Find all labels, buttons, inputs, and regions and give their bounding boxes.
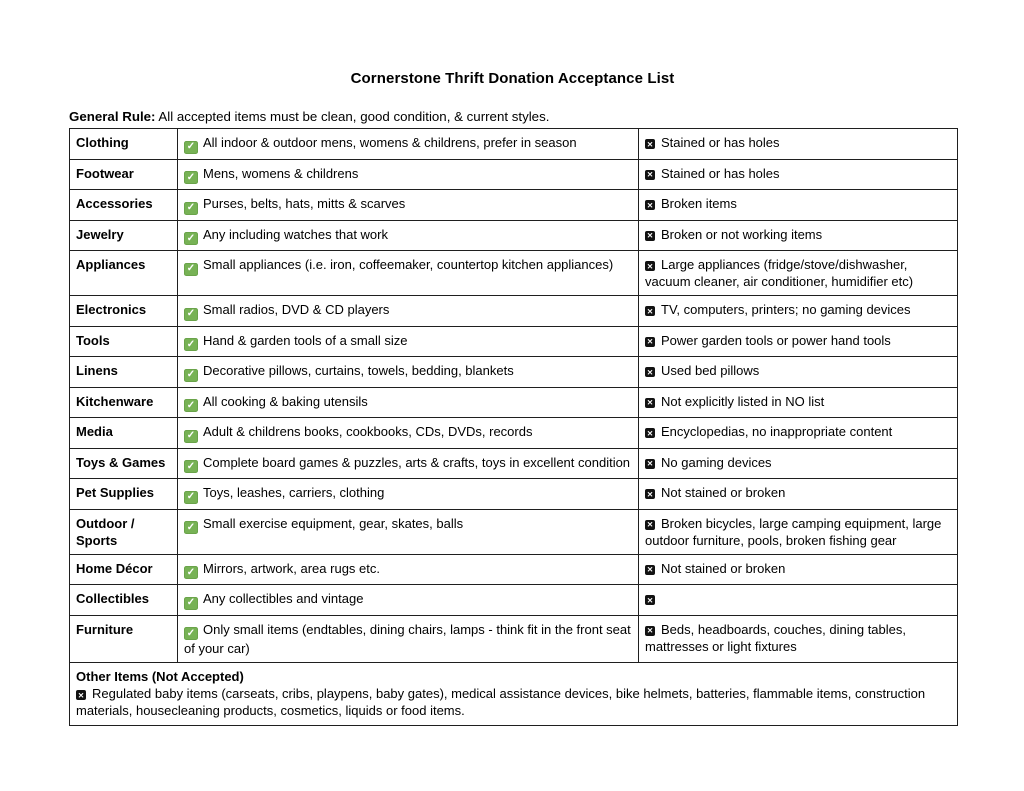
category-cell: Pet Supplies: [70, 479, 178, 510]
accepted-text: Any collectibles and vintage: [203, 591, 364, 606]
not-accepted-cell: [639, 296, 958, 327]
accepted-cell: [178, 479, 639, 510]
general-rule-label: General Rule:: [69, 109, 156, 124]
other-items-text: [76, 685, 949, 719]
accepted-cell: [178, 585, 639, 616]
table-row: [70, 509, 958, 554]
category-cell: Collectibles: [70, 585, 178, 616]
donation-table-footer: [70, 663, 958, 726]
not-accepted-cell: [639, 387, 958, 418]
not-accepted-cell: [639, 418, 958, 449]
table-row: [70, 554, 958, 585]
category-cell: Home Décor: [70, 554, 178, 585]
category-cell: Media: [70, 418, 178, 449]
x-icon: ✕: [646, 626, 654, 635]
not-accepted-cell: [639, 326, 958, 357]
x-icon: ✕: [646, 337, 654, 346]
check-icon: ✓: [184, 369, 198, 382]
not-accepted-text: Used bed pillows: [661, 363, 760, 378]
x-icon: ✕: [646, 520, 654, 529]
not-accepted-cell: [639, 509, 958, 554]
category-cell: Linens: [70, 357, 178, 388]
not-accepted-text: Not stained or broken: [661, 560, 786, 576]
table-row: [70, 357, 958, 388]
category-cell: Toys & Games: [70, 448, 178, 479]
x-icon: ✕: [646, 306, 654, 316]
x-icon: ✕: [646, 595, 654, 605]
not-accepted-cell: [639, 129, 958, 160]
accepted-text: Any including watches that work: [203, 226, 388, 242]
category-cell: Appliances: [70, 251, 178, 296]
category-cell: Outdoor / Sports: [70, 509, 178, 554]
accepted-cell: [178, 418, 639, 449]
not-accepted-text: TV, computers, printers; no gaming devices: [661, 302, 911, 317]
not-accepted-text: Broken bicycles, large camping equipment, large outdoor furniture, pools, broken fishing gear: [645, 515, 942, 548]
not-accepted-text: No gaming devices: [661, 454, 772, 470]
x-icon: ✕: [646, 261, 654, 271]
not-accepted-cell: [639, 251, 958, 296]
accepted-cell: [178, 387, 639, 418]
not-accepted-text: Broken items: [661, 196, 737, 211]
check-icon: ✓: [184, 521, 198, 534]
category-cell: Tools: [70, 326, 178, 357]
table-row: [70, 448, 958, 479]
general-rule-text: All accepted items must be clean, good condition, & current styles.: [155, 109, 550, 124]
table-row: [70, 479, 958, 510]
table-row: [70, 326, 958, 357]
accepted-text: Hand & garden tools of a small size: [203, 332, 408, 348]
check-icon: ✓: [184, 460, 198, 473]
check-icon: ✓: [184, 491, 198, 504]
not-accepted-cell: [639, 479, 958, 510]
accepted-text: Mens, womens & childrens: [203, 165, 359, 181]
category-cell: Clothing: [70, 129, 178, 160]
table-row: [70, 251, 958, 296]
check-icon: ✓: [184, 171, 198, 184]
accepted-cell: [178, 190, 639, 221]
category-cell: Furniture: [70, 615, 178, 663]
not-accepted-text: Not explicitly listed in NO list: [661, 393, 825, 409]
x-icon: ✕: [646, 139, 654, 149]
table-row: [70, 129, 958, 160]
x-icon: ✕: [646, 428, 654, 438]
table-row: [70, 387, 958, 418]
table-row: [70, 159, 958, 190]
not-accepted-text: Power garden tools or power hand tools: [661, 332, 891, 348]
check-icon: ✓: [184, 566, 198, 579]
accepted-cell: [178, 509, 639, 554]
donation-acceptance-table: [69, 128, 958, 726]
accepted-text: All cooking & baking utensils: [203, 393, 368, 409]
check-icon: ✓: [184, 430, 198, 443]
accepted-cell: [178, 129, 639, 160]
x-icon: ✕: [77, 690, 85, 700]
page-title: Cornerstone Thrift Donation Acceptance List: [350, 70, 675, 87]
accepted-text: Mirrors, artwork, area rugs etc.: [203, 560, 380, 576]
donation-table-body: [70, 129, 958, 663]
x-icon: ✕: [646, 398, 654, 407]
accepted-text: Small appliances (i.e. iron, coffeemaker, countertop kitchen appliances): [203, 257, 614, 272]
accepted-cell: [178, 448, 639, 479]
accepted-cell: [178, 554, 639, 585]
category-cell: Electronics: [70, 296, 178, 327]
not-accepted-cell: [639, 357, 958, 388]
accepted-cell: [178, 296, 639, 327]
check-icon: ✓: [184, 627, 198, 640]
accepted-text: Toys, leashes, carriers, clothing: [203, 485, 385, 500]
accepted-text: Adult & childrens books, cookbooks, CDs, DVDs, records: [203, 424, 533, 439]
table-row: [70, 585, 958, 616]
not-accepted-text: Stained or has holes: [661, 135, 780, 150]
x-icon: ✕: [646, 231, 654, 240]
not-accepted-cell: [639, 190, 958, 221]
category-cell: Jewelry: [70, 220, 178, 251]
not-accepted-text: Not stained or broken: [661, 485, 786, 500]
table-row: [70, 615, 958, 663]
not-accepted-cell: [639, 448, 958, 479]
category-cell: Accessories: [70, 190, 178, 221]
accepted-text: Only small items (endtables, dining chairs, lamps - think fit in the front seat of your car): [184, 621, 631, 656]
accepted-cell: [178, 220, 639, 251]
check-icon: ✓: [184, 263, 198, 276]
check-icon: ✓: [184, 232, 198, 245]
accepted-text: Small exercise equipment, gear, skates, balls: [203, 515, 464, 531]
x-icon: ✕: [646, 459, 654, 468]
not-accepted-cell: [639, 159, 958, 190]
accepted-cell: [178, 326, 639, 357]
table-row: [70, 418, 958, 449]
not-accepted-cell: [639, 554, 958, 585]
not-accepted-cell: [639, 615, 958, 663]
other-items-title: Other Items (Not Accepted): [76, 669, 244, 684]
accepted-text: Decorative pillows, curtains, towels, bedding, blankets: [203, 363, 514, 378]
check-icon: ✓: [184, 308, 198, 321]
not-accepted-text: Beds, headboards, couches, dining tables, mattresses or light fixtures: [645, 621, 907, 654]
x-icon: ✕: [646, 170, 654, 179]
not-accepted-text: Large appliances (fridge/stove/dishwasher, vacuum cleaner, air conditioner, humidifier etc): [645, 257, 914, 289]
not-accepted-cell: [639, 220, 958, 251]
table-row: [70, 296, 958, 327]
x-icon: ✕: [646, 565, 654, 574]
category-cell: Kitchenware: [70, 387, 178, 418]
x-icon: ✕: [646, 367, 654, 377]
not-accepted-text: Broken or not working items: [661, 226, 823, 242]
accepted-cell: [178, 251, 639, 296]
other-items-body: Regulated baby items (carseats, cribs, playpens, baby gates), medical assistance devices, bike helmets, batteries, flammable items, construction materials, housecleaning products, cosmetics, liquids or food items.: [76, 686, 926, 718]
accepted-text: Small radios, DVD & CD players: [203, 302, 390, 317]
accepted-cell: [178, 357, 639, 388]
other-items-row: [70, 663, 958, 726]
not-accepted-text: Encyclopedias, no inappropriate content: [661, 424, 893, 439]
check-icon: ✓: [184, 597, 198, 610]
x-icon: ✕: [646, 489, 654, 499]
accepted-text: Complete board games & puzzles, arts & crafts, toys in excellent condition: [203, 454, 631, 470]
table-row: [70, 220, 958, 251]
check-icon: ✓: [184, 338, 198, 351]
check-icon: ✓: [184, 399, 198, 412]
x-icon: ✕: [646, 200, 654, 210]
check-icon: ✓: [184, 202, 198, 215]
category-cell: Footwear: [70, 159, 178, 190]
table-row: [70, 190, 958, 221]
accepted-cell: [178, 615, 639, 663]
accepted-text: All indoor & outdoor mens, womens & childrens, prefer in season: [203, 135, 577, 150]
accepted-text: Purses, belts, hats, mitts & scarves: [203, 196, 406, 211]
not-accepted-cell: [639, 585, 958, 616]
check-icon: ✓: [184, 141, 198, 154]
accepted-cell: [178, 159, 639, 190]
other-items-cell: [70, 663, 958, 726]
not-accepted-text: Stained or has holes: [661, 165, 780, 181]
general-rule: [69, 108, 956, 125]
